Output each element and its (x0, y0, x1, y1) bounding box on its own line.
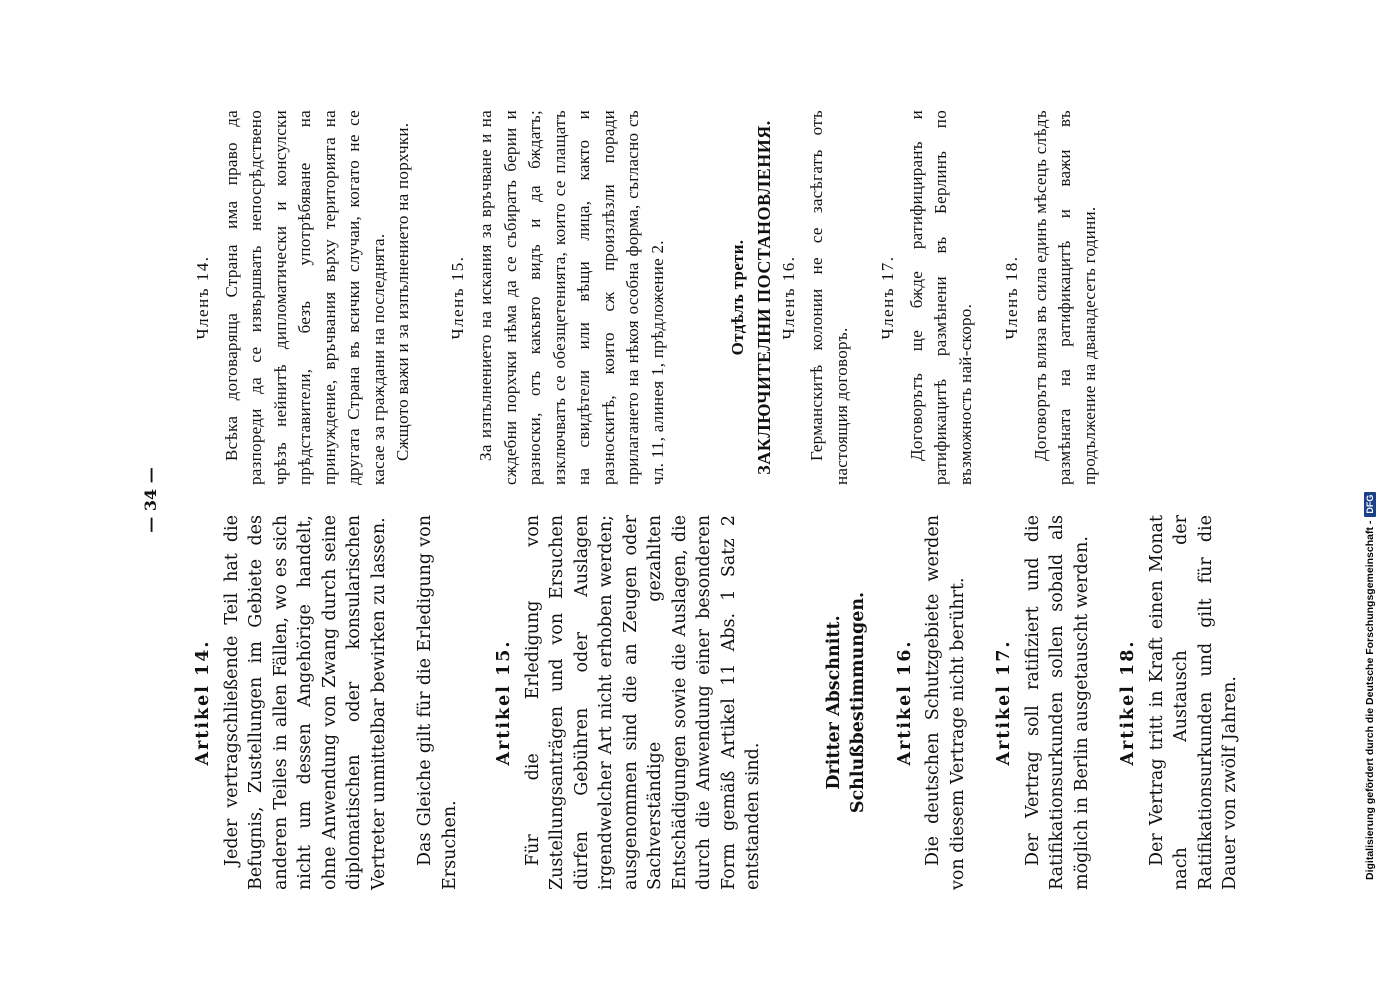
german-article-14-heading: Artikel 14. (193, 639, 213, 766)
bulgarian-article-17-heading: Членъ 17. (878, 255, 897, 340)
german-section-subtitle: Schlußbestimmungen. (848, 591, 868, 814)
german-column (191, 515, 1243, 890)
bulgarian-article-15-text: За изпълнението на искания за връчване и на сждебни порхчки нѣма да се събиратъ берии и разноски, отъ какъвто видъ и да бждатъ; изключватъ се обезщетенията, които се плащатъ на свидѣтели или вѣщи лица, както и разноскитѣ, които сж произлѣзли поради прилагането на нѣкоя особна форма, съгласно съ чл. 11, алинея 1, прѣдложение 2. (476, 110, 667, 485)
german-article-15-text: Für die Erledigung von Zustellungsanträgen und von Ersuchen dürfen Gebühren oder Auslagen irgendwelcher Art nicht erhoben werden; ausgenommen sind die an Zeugen oder Sachverständige gezahlten Entschädigungen sowie die Auslagen, die durch die Anwendung einer besonderen Form gemäß Artikel 11 Abs. 1 Satz 2 entstanden sind. (522, 515, 763, 890)
bulgarian-article-18-heading: Членъ 18. (1002, 255, 1021, 340)
german-article-14-text-2: Das Gleiche gilt für die Erledigung von Ersuchen. (415, 515, 460, 890)
german-article-15-heading: Artikel 15. (494, 639, 514, 766)
german-section-title: Dritter Abschnitt. (823, 615, 844, 790)
german-article-17-heading: Artikel 17. (994, 639, 1014, 766)
bulgarian-section-title: Отдѣлъ трети. (728, 239, 747, 356)
german-article-16-heading: Artikel 16. (894, 639, 915, 766)
dfg-logo: DFG (1364, 492, 1376, 517)
german-article-17-text: Der Vertrag soll ratifiziert und die Ratifikationsurkunden sollen sobald als möglich in Berlin ausgetauscht werden. (1022, 515, 1092, 890)
digitization-credit (1364, 120, 1376, 880)
german-article-16-text: Die deutschen Schutzgebiete werden von diesem Vertrage nicht berührt. (923, 515, 968, 890)
bulgarian-article-16-text: Германскитѣ колонии не се засѣгатъ отъ настоящия договоръ. (807, 110, 851, 485)
german-article-18-heading: Artikel 18. (1118, 639, 1138, 766)
bulgarian-article-18-text: Договорътъ влиза въ сила единъ мѣсецъ слѣдъ размѣната на ратификацитѣ и важи въ продължение на дванадесеть години. (1030, 109, 1099, 485)
bulgarian-article-14-text-2: Сжщото важи и за изпълнението на порхчки. (393, 122, 412, 461)
german-article-18-text: Der Vertrag tritt in Kraft einen Monat nach Austausch der Ratifikationsurkunden und gilt für die Dauer von zwölf Jahren. (1146, 515, 1240, 890)
bulgarian-article-14-heading: Членъ 14. (193, 255, 212, 340)
german-article-14-text: Jeder vertragschließende Teil hat die Befugnis, Zustellungen im Gebiete des anderen Teiles in allen Fällen, wo es sich nicht um dessen Angehörige handelt, ohne Anwendung von Zwang durch seine diplomatischen oder konsularischen Vertreter unmittelbar bewirken zu lassen. (221, 515, 389, 890)
digitization-credit-text: Digitalisierung gefördert durch die Deutsche Forschungsgemeinschaft - (1364, 520, 1376, 880)
bulgarian-column (191, 110, 1102, 485)
bulgarian-article-16-heading: Членъ 16. (778, 255, 798, 340)
bulgarian-section-subtitle: ЗАКЛЮЧИТЕЛНИ ПОСТАНОВЛЕНИЯ. (753, 120, 774, 475)
bulgarian-article-15-heading: Членъ 15. (447, 255, 467, 340)
book-spread (131, 90, 1251, 910)
page-number: — 34 — (141, 467, 160, 533)
bulgarian-article-17-text: Договорътъ ще бжде ратифициранъ и ратификацитѣ размѣнени въ Берлинъ по възможность най-скоро. (906, 110, 975, 485)
bulgarian-article-14-text: Всѣка договаряща Страна има право да разпореди да се извършвать непосрѣдствено чрѣзъ нейнитѣ дипломатически и консулски прѣдставители, безъ употрѣбяване на принуждение, връчвания върху територията на другата Страна въ всички случаи, когато не се касае за граждани на последнята. (221, 110, 388, 485)
